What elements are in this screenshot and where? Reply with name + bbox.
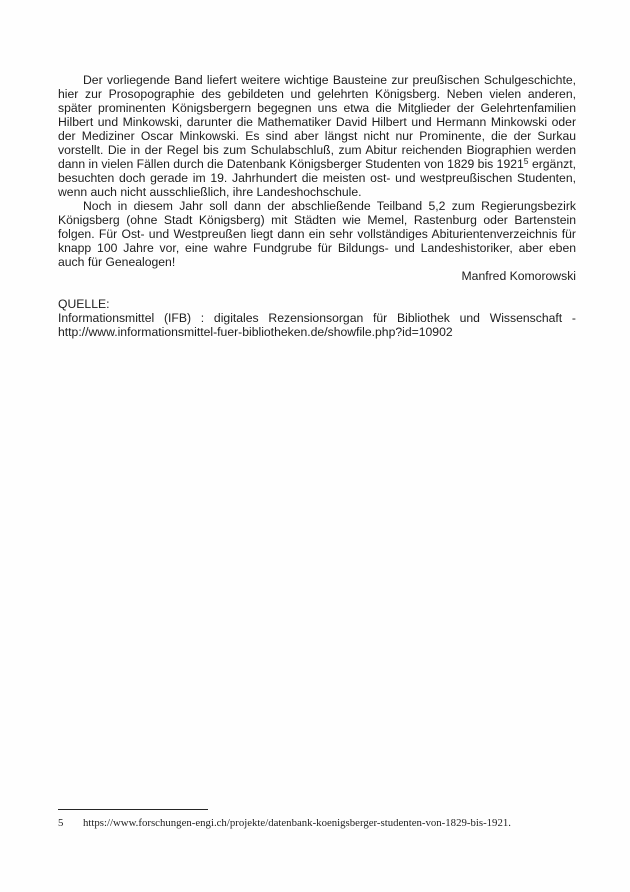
footnote-separator xyxy=(58,809,208,810)
paragraph-2: Noch in diesem Jahr soll dann der abschließende Teilband 5,2 zum Regierungsbezirk Königsberg (ohne Stadt Königsberg) mit Städten wie Memel, Rastenburg oder Bartenstein folgen. Für Ost- und Westpreußen liegt dann ein sehr vollständiges Abiturientenverzeichnis für knapp 100 Jahre vor, eine wahre Fundgrube für Bildungs- und Landeshistoriker, aber eben auch für Genealogen! xyxy=(58,199,576,269)
page-content xyxy=(58,73,576,339)
paragraph-1-continuation: ergänzt, besuchten doch gerade im 19. Jahrhundert die meisten ost- und westpreußischen Studenten, wenn auch nicht ausschließlich, ihre Landeshochschule. xyxy=(58,157,576,199)
source-description: Informationsmittel (IFB) : digitales Rezensionsorgan für Bibliothek und Wissenschaft - xyxy=(58,311,576,325)
source-url: http://www.informationsmittel-fuer-bibliotheken.de/showfile.php?id=10902 xyxy=(58,325,453,339)
footnote-marker: 5 xyxy=(58,817,64,829)
source-block xyxy=(58,297,576,339)
footnote xyxy=(58,817,583,830)
source-label: QUELLE: xyxy=(58,297,110,311)
paragraph-1 xyxy=(58,73,576,199)
footnote-reference: 5 xyxy=(523,156,529,166)
paragraph-1-text: Der vorliegende Band liefert weitere wichtige Bausteine zur preußischen Schulgeschichte, hier zur Prosopographie des gebildeten und gelehrten Königsberg. Neben vielen anderen, später prominenten Königsbergern begegnen uns etwa die Mitglieder der Gelehrtenfamilien Hilbert und Minkowski, darunter die Mathematiker David Hilbert und Hermann Minkowski oder der Mediziner Oscar Minkowski. Es sind aber längst nicht nur Prominente, die der Surkau vorstellt. Die in der Regel bis zum Schulabschluß, zum Abitur reichenden Biographien werden dann in vielen Fällen durch die Datenbank Königsberger Studenten von 1829 bis 1921 xyxy=(58,73,576,171)
author-signature: Manfred Komorowski xyxy=(461,269,576,283)
footnote-url: https://www.forschungen-engi.ch/projekte/datenbank-koenigsberger-studenten-von-1829-bis-1921. xyxy=(83,817,511,829)
